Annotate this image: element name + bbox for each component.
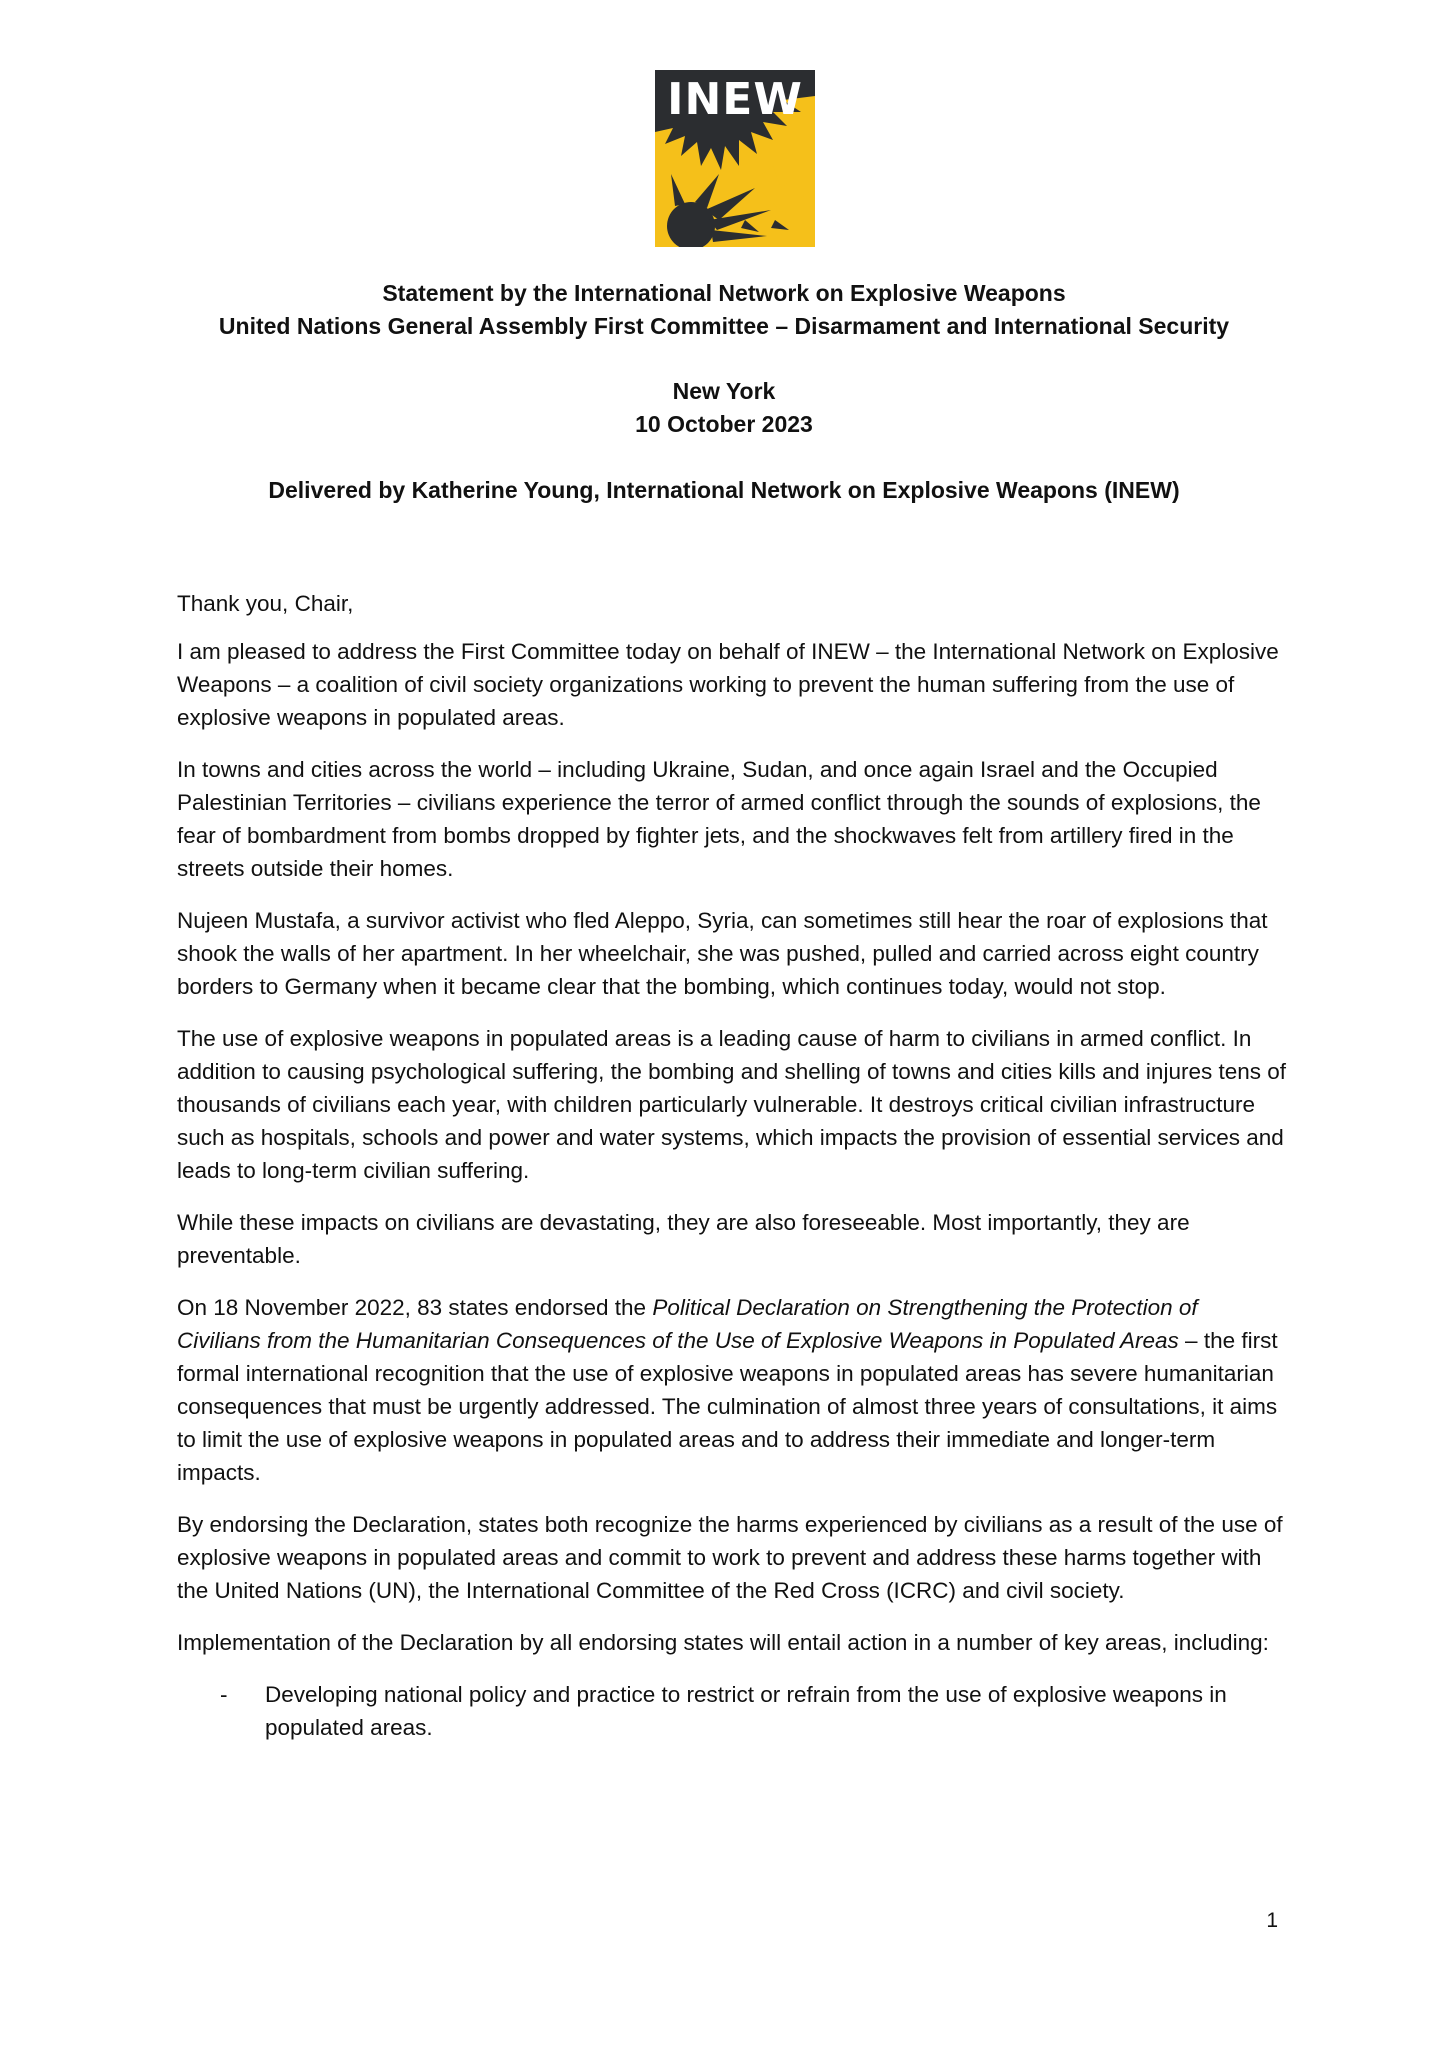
page-number: 1 — [1266, 1909, 1278, 1932]
title-line-2: United Nations General Assembly First Committee – Disarmament and International Security — [218, 313, 1230, 339]
list-item — [177, 1678, 1287, 1744]
paragraph-6-intro: On 18 November 2022, 83 states endorsed the — [177, 1295, 653, 1320]
paragraph-6 — [177, 1291, 1287, 1489]
paragraph-7: By endorsing the Declaration, states both recognize the harms experienced by civilians as a result of the use of explosive weapons in populated areas and commit to work to prevent and address these harms together with the United Nations (UN), the International Committee of the Red Cross (ICRC) and civil society. — [177, 1512, 1283, 1603]
statement-title — [150, 277, 1298, 343]
salutation: Thank you, Chair, — [177, 591, 354, 616]
delivered-by — [150, 474, 1298, 507]
paragraph-2: In towns and cities across the world – including Ukraine, Sudan, and once again Israel and the Occupied Palestinian Territories – civilians experience the terror of armed conflict through the sounds of explosions, the fear of bombardment from bombs dropped by fighter jets, and the shockwaves felt from artillery fired in the streets outside their homes. — [177, 757, 1261, 881]
list-marker: - — [220, 1682, 228, 1707]
location-date — [150, 375, 1298, 441]
key-areas-list — [177, 1678, 1287, 1744]
location: New York — [672, 378, 776, 404]
paragraph-8: Implementation of the Declaration by all endorsing states will entail action in a number of key areas, including: — [177, 1630, 1269, 1655]
delivered-by-text: Delivered by Katherine Young, International Network on Explosive Weapons (INEW) — [268, 477, 1180, 503]
statement-body — [177, 587, 1287, 1744]
paragraph-6-rest: – the first formal international recognition that the use of explosive weapons in populated areas has severe humanitarian consequences that must be urgently addressed. The culmination of almost three years of consultations, it aims to limit the use of explosive weapons in populated areas and to address their immediate and longer-term impacts. — [177, 1328, 1278, 1485]
paragraph-5: While these impacts on civilians are devastating, they are also foreseeable. Most importantly, they are preventable. — [177, 1210, 1190, 1268]
logo-wordmark: INEW — [667, 74, 803, 125]
inew-logo — [655, 70, 815, 247]
date: 10 October 2023 — [635, 411, 813, 437]
paragraph-3: Nujeen Mustafa, a survivor activist who fled Aleppo, Syria, can sometimes still hear the roar of explosions that shook the walls of her apartment. In her wheelchair, she was pushed, pulled and carried across eight country borders to Germany when it became clear that the bombing, which continues today, would not stop. — [177, 908, 1268, 999]
paragraph-4: The use of explosive weapons in populated areas is a leading cause of harm to civilians in armed conflict. In addition to causing psychological suffering, the bombing and shelling of towns and cities kills and injures tens of thousands of civilians each year, with children particularly vulnerable. It destroys critical civilian infrastructure such as hospitals, schools and power and water systems, which impacts the provision of essential services and leads to long-term civilian suffering. — [177, 1026, 1287, 1183]
list-item-text: Developing national policy and practice to restrict or refrain from the use of explosive weapons in populated areas. — [265, 1682, 1227, 1740]
paragraph-1: I am pleased to address the First Committee today on behalf of INEW – the International Network on Explosive Weapons – a coalition of civil society organizations working to prevent the human suffering from the use of explosive weapons in populated areas. — [177, 639, 1279, 730]
declaration-title: Political Declaration on Strengthening the Protection of Civilians from the Humanitarian Consequences of the Use of Explosive Weapons in Populated Areas — [177, 1295, 1198, 1353]
title-line-1: Statement by the International Network on Explosive Weapons — [382, 280, 1066, 306]
